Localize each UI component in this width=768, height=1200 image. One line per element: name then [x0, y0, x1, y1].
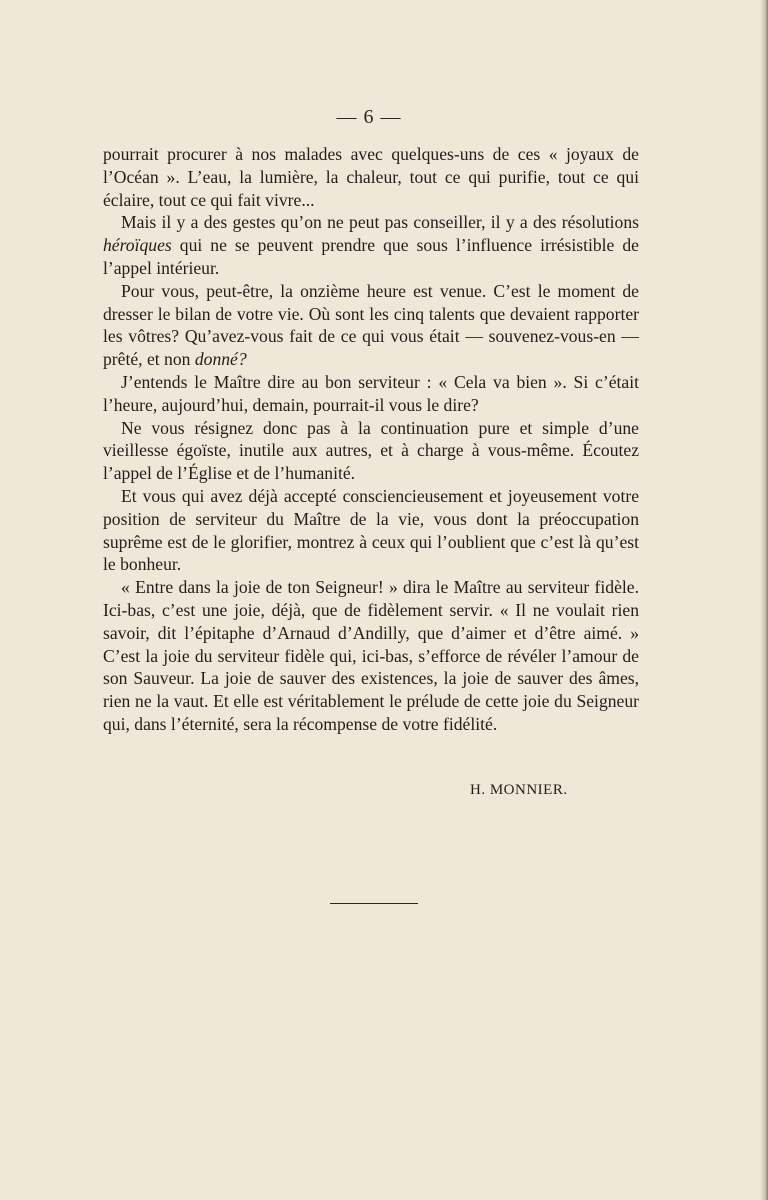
- body-text: [103, 143, 639, 736]
- paragraph-5: Ne vous résignez donc pas à la continuation pure et simple d’une vieillesse égoïste, inutile aux autres, et à charge à vous-même. Écoutez l’appel de l’Église et de l’humanité.: [103, 417, 639, 484]
- paragraph-2-text-a: Mais il y a des gestes qu’on ne peut pas conseiller, il y a des résolutions: [121, 212, 639, 233]
- section-divider: [330, 903, 418, 904]
- paragraph-2-text-b: qui ne se peuvent prendre que sous l’influence irrésistible de l’appel intérieur.: [103, 235, 639, 278]
- paragraph-2: [103, 211, 639, 279]
- signature-surname: ONNIER.: [503, 782, 568, 798]
- paragraph-3-text: Pour vous, peut-être, la onzième heure est venue. C’est le moment de dresser le bilan de votre vie. Où sont les cinq talents que devaient rapporter les vôtres? Qu’avez-vous fait de ce qui vous était — souvenez-vous-en — prêté, et non: [103, 280, 639, 370]
- paragraph-3-emphasis: donné?: [194, 349, 247, 370]
- paragraph-4: J’entends le Maître dire au bon serviteur : « Cela va bien ». Si c’était l’heure, aujourd’hui, demain, pourrait-il vous le dire?: [103, 371, 639, 415]
- paragraph-6: Et vous qui avez déjà accepté consciencieusement et joyeusement votre position de serviteur du Maître de la vie, vous dont la préoccupation suprême est de le glorifier, montrez à ceux qui l’oublient que c’est là qu’est le bonheur.: [103, 485, 639, 575]
- author-signature: [470, 782, 568, 799]
- page-edge: [760, 0, 768, 1200]
- paragraph-3: [103, 280, 639, 371]
- paragraph-2-emphasis: héroïques: [103, 235, 172, 256]
- page-number: — 6 —: [336, 106, 402, 128]
- paragraph-7: « Entre dans la joie de ton Seigneur! » dira le Maître au serviteur fidèle. Ici-bas, c’est une joie, déjà, que de fidèlement servir. « Il ne voulait rien savoir, dit l’épitaphe d’Arnaud d’Andilly, que d’aimer et d’être aimé. » C’est la joie du serviteur fidèle qui, ici-bas, s’efforce de révéler l’amour de son Sauveur. La joie de sauver des existences, la joie de sauver des âmes, rien ne la vaut. Et elle est véritablement le prélude de cette joie du Seigneur qui, dans l’éternité, sera la récompense de votre fidélité.: [103, 577, 639, 734]
- signature-initial: H. M: [470, 782, 504, 798]
- paragraph-1: pourrait procurer à nos malades avec quelques-uns de ces « joyaux de l’Océan ». L’eau, la lumière, la chaleur, tout ce qui purifie, tout ce qui éclaire, tout ce qui fait vivre...: [103, 144, 639, 210]
